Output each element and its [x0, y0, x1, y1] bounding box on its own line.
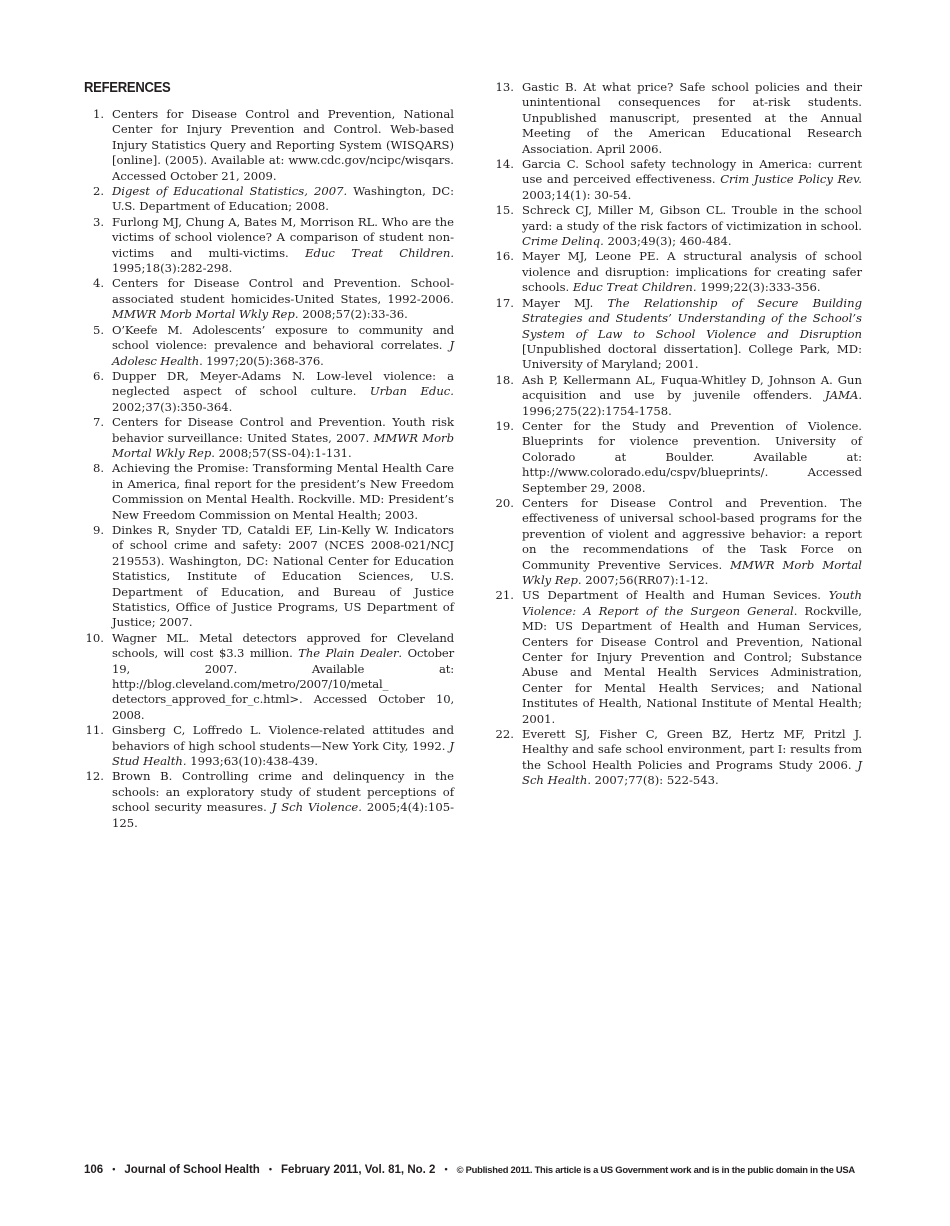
- reference-item: [84, 415, 454, 461]
- reference-text: [522, 80, 862, 157]
- reference-segment: Schreck CJ, Miller M, Gibson CL. Trouble in the school yard: a study of the risk factors of victimization in school.: [522, 203, 862, 233]
- reference-segment: Washington, DC: U.S. Department of Education; 2008.: [112, 184, 454, 214]
- reference-number: 17.: [495, 295, 514, 310]
- reference-italic-segment: MMWR Morb Mortal Wkly Rep: [522, 557, 863, 587]
- reference-item: [494, 157, 862, 203]
- reference-text: [522, 588, 862, 727]
- reference-item: [84, 461, 454, 523]
- reference-number: 19.: [495, 418, 514, 433]
- reference-italic-segment: J Sch Violence.: [271, 800, 362, 815]
- reference-segment: . 2007;56(RR07):1-12.: [577, 573, 709, 587]
- reference-segment: 2003;14(1): 30-54.: [522, 187, 632, 202]
- reference-segment: Wagner ML. Metal detectors approved for Cleveland schools, will cost $3.3 million.: [112, 630, 454, 661]
- footer-bullet: •: [444, 1164, 448, 1174]
- reference-italic-segment: Urban Educ.: [369, 384, 454, 399]
- reference-segment: 2002;37(3):350-364.: [112, 399, 233, 414]
- reference-segment: Achieving the Promise: Transforming Mental Health Care in America, final report for the president’s New Freedom Commission on Mental Health. Rockville. MD: President’s New Freedom Commission on Mental Health; 2003.: [112, 461, 454, 522]
- reference-segment: Gastic B. At what price? Safe school policies and their unintentional consequences for at-risk students. Unpublished manuscript, presented at the Annual Meeting of the American Educational Research Association. April 2006.: [522, 80, 862, 156]
- references-list-right: [494, 80, 862, 789]
- reference-segment: Center for the Study and Prevention of Violence. Blueprints for violence prevention. University of Colorado at Boulder. Available at: http://www.colorado.edu/cspv/blueprints/. Accessed September 29, 2008.: [522, 418, 862, 495]
- reference-number: 12.: [85, 769, 104, 784]
- reference-item: [494, 203, 862, 249]
- reference-segment: 1999;22(3):333-356.: [696, 280, 821, 295]
- reference-segment: Mayer MJ.: [522, 295, 608, 310]
- page-number: 106: [84, 1164, 104, 1176]
- reference-text: [112, 415, 454, 461]
- reference-segment: US Department of Health and Human Sevices.: [522, 588, 829, 603]
- reference-italic-segment: Educ Treat Children.: [572, 280, 697, 295]
- reference-item: [494, 496, 862, 588]
- reference-text: [522, 157, 862, 203]
- reference-segment: . Rockville, MD: US Department of Health and Human Services, Centers for Disease Control and Prevention, National Center for Injury Prevention and Control; Substance Abuse and Mental Health Services Administration, Center for Mental Health Services; and National Institutes of Health, National Institute of Mental Health; 2001.: [522, 603, 862, 726]
- reference-number: 11.: [85, 723, 104, 738]
- reference-text: [112, 184, 454, 215]
- reference-number: 1.: [92, 107, 104, 121]
- reference-text: [112, 107, 454, 184]
- reference-segment: Dinkes R, Snyder TD, Cataldi EF, Lin-Kelly W. Indicators of school crime and safety: 2007 (NCES 2008-021/NCJ 219553). Washington, DC: National Center for Education Statistics, Institute of Education Sciences, U.S. Department of Education, and Bureau of Justice Statistics, Office of Justice Programs, US Department of Justice; 2007.: [112, 522, 454, 630]
- reference-number: 15.: [495, 203, 514, 218]
- reference-number: 18.: [495, 372, 514, 387]
- reference-segment: . October 19, 2007. Available at: http://blog.cleveland.com/metro/2007/10/metal_ detectors_approved_for_c.html>. Accessed October 10, 2008.: [112, 646, 455, 722]
- reference-italic-segment: Educ Treat Children.: [305, 245, 455, 260]
- reference-item: [84, 631, 454, 723]
- reference-number: 3.: [92, 214, 104, 229]
- reference-segment: Mayer MJ, Leone PE. A structural analysis of school violence and disruption: implications for creating safer schools.: [522, 249, 862, 295]
- reference-segment: . 1996;275(22):1754-1758.: [522, 388, 862, 418]
- reference-segment: Centers for Disease Control and Prevention, National Center for Injury Prevention and Control. Web-based Injury Statistics Query and Reporting System (WISQARS) [online]. (2005). Available at: www.cdc.gov/ncipc/wisqars. Accessed October 21, 2009.: [112, 107, 454, 183]
- reference-text: [522, 496, 862, 588]
- issue-info: February 2011, Vol. 81, No. 2: [280, 1164, 436, 1176]
- reference-number: 9.: [92, 522, 104, 537]
- reference-text: [522, 419, 862, 496]
- reference-italic-segment: JAMA: [825, 388, 859, 403]
- reference-italic-segment: J Adolesc Health: [112, 338, 454, 368]
- reference-text: [522, 203, 862, 249]
- reference-italic-segment: The Plain Dealer: [298, 646, 399, 661]
- reference-segment: O’Keefe M. Adolescents’ exposure to community and school violence: prevalence and behavioral correlates.: [112, 322, 454, 353]
- reference-text: [112, 461, 454, 523]
- reference-italic-segment: Youth Violence: A Report of the Surgeon General: [522, 588, 862, 618]
- reference-italic-segment: Digest of Educational Statistics, 2007.: [112, 184, 348, 199]
- reference-item: [84, 184, 454, 215]
- reference-segment: Centers for Disease Control and Prevention. School-associated student homicides-United States, 1992-2006.: [112, 276, 454, 306]
- reference-text: [112, 276, 454, 322]
- reference-segment: Centers for Disease Control and Prevention. The effectiveness of universal school-based programs for the prevention of violent and aggressive behavior: a report on the recommendations of the Task Force on Community Preventive Services.: [522, 495, 862, 572]
- reference-item: [494, 588, 862, 727]
- reference-segment: 2008;57(2):33-36.: [298, 307, 408, 322]
- reference-segment: . 2008;57(SS-04):1-131.: [211, 445, 352, 460]
- reference-text: [112, 215, 454, 277]
- reference-number: 16.: [495, 249, 514, 264]
- reference-number: 2.: [92, 184, 104, 199]
- reference-item: [84, 769, 454, 831]
- page-footer: [84, 1164, 884, 1176]
- reference-item: [84, 215, 454, 277]
- reference-number: 13.: [495, 80, 514, 94]
- reference-segment: 1995;18(3):282-298.: [112, 261, 233, 276]
- reference-segment: 1993;63(10):438-439.: [186, 754, 319, 769]
- reference-segment: Garcia C. School safety technology in America: current use and perceived effectiveness.: [522, 157, 862, 187]
- reference-italic-segment: Crim Justice Policy Rev.: [720, 172, 862, 187]
- footer-bullet: •: [112, 1164, 116, 1174]
- reference-segment: Furlong MJ, Chung A, Bates M, Morrison RL. Who are the victims of school violence? A comparison of student non-victims and multi-victims.: [112, 214, 454, 260]
- reference-item: [84, 523, 454, 631]
- reference-item: [494, 727, 862, 789]
- reference-item: [494, 80, 862, 157]
- reference-item: [84, 323, 454, 369]
- reference-segment: . 2007;77(8): 522-543.: [587, 773, 719, 788]
- reference-segment: Ash P, Kellermann AL, Fuqua-Whitley D, Johnson A. Gun acquisition and use by juvenile offenders.: [522, 372, 862, 403]
- reference-item: [494, 373, 862, 419]
- reference-italic-segment: MMWR Morb Mortal Wkly Rep.: [112, 307, 299, 322]
- reference-item: [84, 369, 454, 415]
- reference-text: [112, 769, 454, 831]
- reference-number: 5.: [92, 322, 104, 337]
- reference-item: [84, 107, 454, 184]
- reference-text: [522, 296, 862, 373]
- reference-item: [494, 296, 862, 373]
- footer-bullet: •: [268, 1164, 272, 1174]
- reference-number: 4.: [92, 276, 104, 291]
- journal-name: Journal of School Health: [124, 1164, 260, 1176]
- reference-text: [112, 323, 454, 369]
- reference-number: 14.: [495, 157, 514, 172]
- references-heading: REFERENCES: [84, 80, 171, 96]
- reference-text: [112, 523, 454, 631]
- reference-italic-segment: J Stud Health.: [112, 738, 454, 769]
- reference-segment: [Unpublished doctoral dissertation]. College Park, MD: University of Maryland; 2001.: [522, 341, 862, 372]
- references-list-left: [84, 107, 454, 831]
- reference-segment: Brown B. Controlling crime and delinquency in the schools: an exploratory study of student perceptions of school security measures.: [112, 769, 454, 815]
- reference-segment: Dupper DR, Meyer-Adams N. Low-level violence: a neglected aspect of school culture.: [112, 368, 454, 399]
- reference-text: [522, 373, 862, 419]
- reference-italic-segment: J Sch Health: [522, 757, 862, 788]
- reference-segment: 2003;49(3); 460-484.: [603, 234, 732, 249]
- reference-number: 6.: [92, 368, 104, 383]
- reference-text: [522, 249, 862, 295]
- reference-number: 22.: [495, 727, 514, 742]
- reference-italic-segment: MMWR Morb Mortal Wkly Rep: [112, 430, 455, 460]
- reference-text: [112, 631, 454, 723]
- reference-item: [494, 249, 862, 295]
- reference-item: [494, 419, 862, 496]
- reference-text: [112, 369, 454, 415]
- reference-number: 21.: [495, 588, 514, 603]
- reference-number: 20.: [495, 495, 514, 510]
- reference-segment: 2005;4(4):105-125.: [112, 800, 454, 830]
- reference-italic-segment: The Relationship of Secure Building Strategies and Students’ Understanding of the School’s System of Law to School Violence and Disruption: [522, 295, 862, 341]
- reference-number: 10.: [85, 630, 104, 645]
- reference-segment: Ginsberg C, Loffredo L. Violence-related attitudes and behaviors of high school students—New York City, 1992.: [112, 723, 454, 753]
- reference-segment: Everett SJ, Fisher C, Green BZ, Hertz MF, Pritzl J. Healthy and safe school environment, part I: results from the School Health Policies and Programs Study 2006.: [522, 727, 862, 772]
- reference-text: [522, 727, 862, 789]
- reference-number: 8.: [92, 461, 104, 476]
- reference-item: [84, 723, 454, 769]
- reference-segment: . 1997;20(5):368-376.: [199, 353, 324, 368]
- copyright-notice: © Published 2011. This article is a US Government work and is in the public domain in the USA: [456, 1164, 855, 1175]
- reference-item: [84, 276, 454, 322]
- reference-segment: Centers for Disease Control and Prevention. Youth risk behavior surveillance: United States, 2007.: [112, 415, 454, 445]
- reference-text: [112, 723, 454, 769]
- reference-italic-segment: Crime Delinq.: [522, 234, 604, 249]
- reference-number: 7.: [92, 415, 104, 430]
